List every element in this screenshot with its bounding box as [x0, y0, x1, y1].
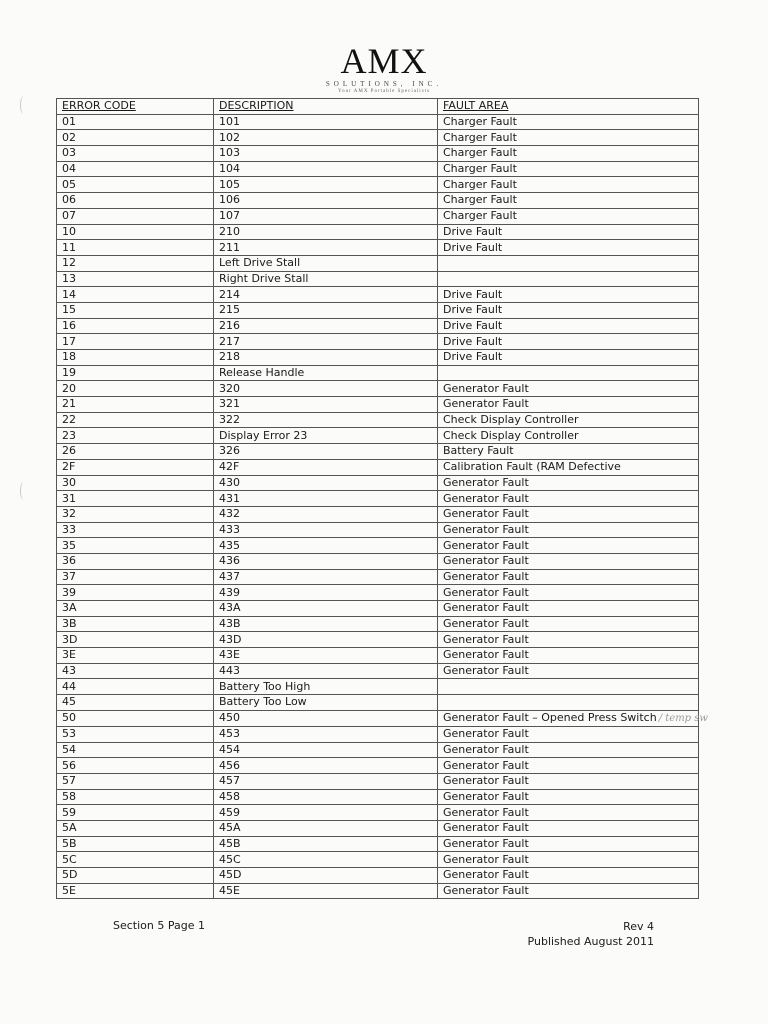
table-row — [57, 569, 699, 585]
cell-error-code: 12 — [57, 255, 214, 271]
cell-fault-area: Generator Fault — [438, 585, 699, 601]
company-logo — [0, 42, 768, 95]
table-row — [57, 805, 699, 821]
cell-description: 459 — [214, 805, 438, 821]
cell-description: 45A — [214, 820, 438, 836]
cell-error-code: 13 — [57, 271, 214, 287]
table-row — [57, 381, 699, 397]
table-row — [57, 428, 699, 444]
cell-fault-area: Generator Fault — [438, 820, 699, 836]
cell-fault-area: Generator Fault — [438, 538, 699, 554]
cell-error-code: 5D — [57, 868, 214, 884]
table-row — [57, 836, 699, 852]
table-row — [57, 302, 699, 318]
cell-fault-area: Generator Fault — [438, 648, 699, 664]
cell-description: 104 — [214, 161, 438, 177]
table-row — [57, 146, 699, 162]
cell-description: 218 — [214, 350, 438, 366]
footer-rev: Rev 4 — [623, 920, 654, 933]
cell-error-code: 32 — [57, 506, 214, 522]
table-row — [57, 177, 699, 193]
cell-description: 45C — [214, 852, 438, 868]
cell-error-code: 54 — [57, 742, 214, 758]
cell-error-code: 31 — [57, 491, 214, 507]
cell-fault-area: Generator Fault – Opened Press Switch / temp sw — [438, 710, 699, 726]
cell-description: 456 — [214, 758, 438, 774]
table-row — [57, 710, 699, 726]
cell-fault-area: Generator Fault — [438, 397, 699, 413]
cell-description: 43D — [214, 632, 438, 648]
cell-error-code: 15 — [57, 302, 214, 318]
cell-description: Battery Too Low — [214, 695, 438, 711]
cell-description: 103 — [214, 146, 438, 162]
cell-fault-area: Drive Fault — [438, 334, 699, 350]
cell-description: 435 — [214, 538, 438, 554]
table-row — [57, 553, 699, 569]
cell-fault-area: Generator Fault — [438, 475, 699, 491]
cell-fault-area — [438, 271, 699, 287]
cell-fault-area: Drive Fault — [438, 240, 699, 256]
table-row — [57, 601, 699, 617]
table-row — [57, 663, 699, 679]
table-row — [57, 208, 699, 224]
cell-error-code: 05 — [57, 177, 214, 193]
table-header-row — [57, 99, 699, 115]
cell-fault-area: Generator Fault — [438, 569, 699, 585]
cell-fault-area: Charger Fault — [438, 177, 699, 193]
cell-error-code: 5C — [57, 852, 214, 868]
table-row — [57, 444, 699, 460]
cell-fault-area: Drive Fault — [438, 287, 699, 303]
cell-error-code: 53 — [57, 726, 214, 742]
cell-error-code: 59 — [57, 805, 214, 821]
table-row — [57, 726, 699, 742]
table-row — [57, 334, 699, 350]
cell-error-code: 5B — [57, 836, 214, 852]
table-row — [57, 789, 699, 805]
cell-error-code: 10 — [57, 224, 214, 240]
footer-revision-block — [528, 919, 654, 949]
cell-description: Display Error 23 — [214, 428, 438, 444]
cell-description: 105 — [214, 177, 438, 193]
cell-error-code: 43 — [57, 663, 214, 679]
cell-description: 439 — [214, 585, 438, 601]
table-row — [57, 491, 699, 507]
cell-error-code: 50 — [57, 710, 214, 726]
table-row — [57, 679, 699, 695]
table-row — [57, 820, 699, 836]
cell-error-code: 3E — [57, 648, 214, 664]
cell-description: 217 — [214, 334, 438, 350]
cell-error-code: 04 — [57, 161, 214, 177]
cell-description: 326 — [214, 444, 438, 460]
cell-description: 322 — [214, 412, 438, 428]
column-header-error-code: ERROR CODE — [57, 99, 214, 115]
error-code-table — [56, 98, 708, 899]
footer-section-page: Section 5 Page 1 — [113, 919, 205, 932]
cell-error-code: 56 — [57, 758, 214, 774]
cell-fault-area: Generator Fault — [438, 773, 699, 789]
cell-fault-area: Drive Fault — [438, 302, 699, 318]
cell-error-code: 14 — [57, 287, 214, 303]
cell-description: 436 — [214, 553, 438, 569]
table-row — [57, 412, 699, 428]
table-row — [57, 397, 699, 413]
cell-description: 458 — [214, 789, 438, 805]
cell-description: 211 — [214, 240, 438, 256]
table-row — [57, 161, 699, 177]
cell-error-code: 36 — [57, 553, 214, 569]
cell-description: 430 — [214, 475, 438, 491]
cell-description: Release Handle — [214, 365, 438, 381]
cell-fault-area: Generator Fault — [438, 632, 699, 648]
cell-error-code: 2F — [57, 459, 214, 475]
cell-fault-area: Generator Fault — [438, 852, 699, 868]
cell-error-code: 39 — [57, 585, 214, 601]
table-row — [57, 287, 699, 303]
cell-description: 43A — [214, 601, 438, 617]
cell-description: 454 — [214, 742, 438, 758]
cell-error-code: 07 — [57, 208, 214, 224]
cell-fault-area — [438, 255, 699, 271]
cell-fault-area: Charger Fault — [438, 193, 699, 209]
cell-error-code: 30 — [57, 475, 214, 491]
cell-fault-area: Generator Fault — [438, 663, 699, 679]
cell-fault-area: Check Display Controller — [438, 412, 699, 428]
cell-error-code: 21 — [57, 397, 214, 413]
cell-error-code: 35 — [57, 538, 214, 554]
cell-fault-area: Charger Fault — [438, 208, 699, 224]
cell-fault-area: Charger Fault — [438, 114, 699, 130]
table-row — [57, 758, 699, 774]
cell-error-code: 06 — [57, 193, 214, 209]
cell-fault-area: Generator Fault — [438, 758, 699, 774]
table-row — [57, 742, 699, 758]
cell-error-code: 57 — [57, 773, 214, 789]
cell-description: 45B — [214, 836, 438, 852]
cell-description: 101 — [214, 114, 438, 130]
cell-fault-area: Drive Fault — [438, 318, 699, 334]
cell-fault-area: Generator Fault — [438, 805, 699, 821]
table-row — [57, 240, 699, 256]
cell-description: Battery Too High — [214, 679, 438, 695]
cell-fault-area: Generator Fault — [438, 726, 699, 742]
cell-fault-area: Generator Fault — [438, 616, 699, 632]
column-header-fault-area: FAULT AREA — [438, 99, 699, 115]
cell-description: Left Drive Stall — [214, 255, 438, 271]
footer-published: Published August 2011 — [527, 935, 654, 948]
cell-fault-area: Check Display Controller — [438, 428, 699, 444]
table-row — [57, 114, 699, 130]
cell-fault-area: Drive Fault — [438, 350, 699, 366]
cell-fault-area — [438, 679, 699, 695]
cell-error-code: 01 — [57, 114, 214, 130]
cell-error-code: 18 — [57, 350, 214, 366]
cell-description: 106 — [214, 193, 438, 209]
cell-fault-area: Generator Fault — [438, 789, 699, 805]
table-row — [57, 318, 699, 334]
cell-fault-area: Generator Fault — [438, 868, 699, 884]
table-row — [57, 648, 699, 664]
cell-fault-area: Drive Fault — [438, 224, 699, 240]
cell-description: 216 — [214, 318, 438, 334]
cell-fault-area: Charger Fault — [438, 161, 699, 177]
cell-fault-area: Charger Fault — [438, 130, 699, 146]
table-row — [57, 773, 699, 789]
table-row — [57, 365, 699, 381]
cell-description: 437 — [214, 569, 438, 585]
cell-error-code: 23 — [57, 428, 214, 444]
cell-fault-area: Generator Fault — [438, 506, 699, 522]
cell-description: 321 — [214, 397, 438, 413]
logo-subline: SOLUTIONS, INC. — [325, 80, 443, 88]
table-row — [57, 271, 699, 287]
cell-fault-area: Generator Fault — [438, 601, 699, 617]
cell-description: 433 — [214, 522, 438, 538]
cell-error-code: 26 — [57, 444, 214, 460]
cell-fault-area: Battery Fault — [438, 444, 699, 460]
cell-error-code: 5A — [57, 820, 214, 836]
cell-fault-area: Generator Fault — [438, 883, 699, 899]
table-row — [57, 350, 699, 366]
cell-description: 320 — [214, 381, 438, 397]
cell-description: 214 — [214, 287, 438, 303]
table-row — [57, 506, 699, 522]
cell-error-code: 11 — [57, 240, 214, 256]
logo-tagline: Your AMX Portable Specialists — [338, 89, 430, 94]
handwritten-note: / temp sw — [658, 712, 708, 724]
table-row — [57, 616, 699, 632]
logo-wordmark: AMX — [340, 41, 428, 81]
cell-description: 102 — [214, 130, 438, 146]
table-row — [57, 130, 699, 146]
cell-fault-area — [438, 365, 699, 381]
punch-hole-mark — [20, 482, 27, 500]
cell-fault-area: Generator Fault — [438, 381, 699, 397]
cell-fault-area: Calibration Fault (RAM Defective — [438, 459, 699, 475]
table-row — [57, 193, 699, 209]
cell-description: 210 — [214, 224, 438, 240]
cell-fault-area: Charger Fault — [438, 146, 699, 162]
cell-error-code: 3D — [57, 632, 214, 648]
cell-error-code: 02 — [57, 130, 214, 146]
cell-description: 443 — [214, 663, 438, 679]
cell-description: 432 — [214, 506, 438, 522]
table-row — [57, 538, 699, 554]
cell-fault-area: Generator Fault — [438, 836, 699, 852]
table-row — [57, 475, 699, 491]
cell-error-code: 37 — [57, 569, 214, 585]
cell-description: 45E — [214, 883, 438, 899]
cell-description: 107 — [214, 208, 438, 224]
cell-error-code: 45 — [57, 695, 214, 711]
cell-error-code: 03 — [57, 146, 214, 162]
cell-fault-area: Generator Fault — [438, 522, 699, 538]
cell-description: Right Drive Stall — [214, 271, 438, 287]
cell-description: 43B — [214, 616, 438, 632]
cell-description: 215 — [214, 302, 438, 318]
table-row — [57, 522, 699, 538]
cell-error-code: 17 — [57, 334, 214, 350]
cell-error-code: 44 — [57, 679, 214, 695]
table-row — [57, 255, 699, 271]
cell-error-code: 19 — [57, 365, 214, 381]
cell-description: 42F — [214, 459, 438, 475]
cell-error-code: 5E — [57, 883, 214, 899]
table-row — [57, 868, 699, 884]
table-row — [57, 585, 699, 601]
cell-error-code: 16 — [57, 318, 214, 334]
cell-description: 431 — [214, 491, 438, 507]
cell-error-code: 3B — [57, 616, 214, 632]
cell-fault-area: Generator Fault — [438, 553, 699, 569]
cell-description: 453 — [214, 726, 438, 742]
column-header-description: DESCRIPTION — [214, 99, 438, 115]
cell-fault-area: Generator Fault — [438, 491, 699, 507]
cell-description: 450 — [214, 710, 438, 726]
cell-fault-area: Generator Fault — [438, 742, 699, 758]
cell-fault-area — [438, 695, 699, 711]
cell-error-code: 20 — [57, 381, 214, 397]
table-row — [57, 632, 699, 648]
table-row — [57, 852, 699, 868]
cell-description: 43E — [214, 648, 438, 664]
table-row — [57, 695, 699, 711]
cell-description: 45D — [214, 868, 438, 884]
table-row — [57, 224, 699, 240]
cell-error-code: 58 — [57, 789, 214, 805]
cell-description: 457 — [214, 773, 438, 789]
cell-error-code: 22 — [57, 412, 214, 428]
cell-error-code: 3A — [57, 601, 214, 617]
cell-error-code: 33 — [57, 522, 214, 538]
punch-hole-mark — [20, 96, 27, 114]
table-row — [57, 459, 699, 475]
table-row — [57, 883, 699, 899]
